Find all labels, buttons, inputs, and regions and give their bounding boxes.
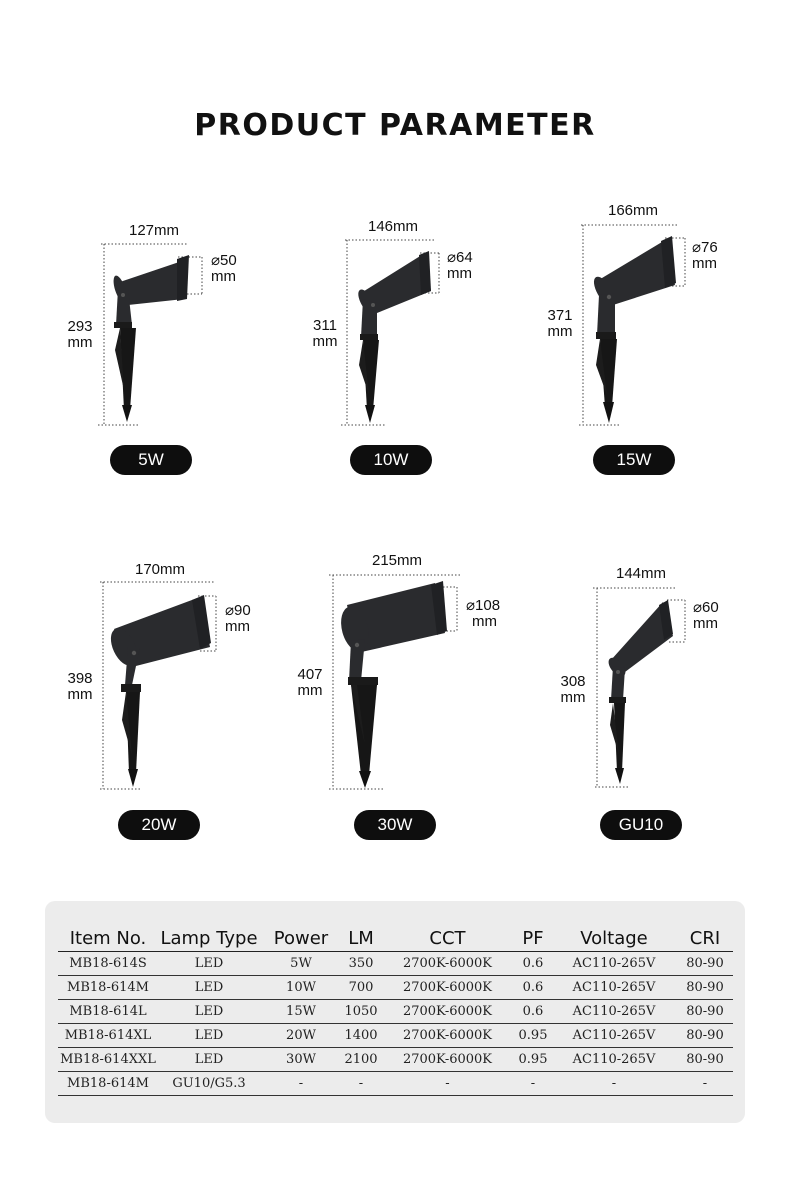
header-cri: CRI [677, 925, 733, 952]
width-label: 144mm [615, 565, 667, 582]
table-cell: LED [158, 1024, 260, 1048]
table-cell: 700 [342, 976, 380, 1000]
width-label: 215mm [371, 552, 423, 569]
table-cell: MB18-614XXL [58, 1048, 158, 1072]
table-row [58, 976, 733, 1000]
diameter-label: ⌀64 [447, 249, 473, 266]
table-cell: 2700K-6000K [380, 1048, 515, 1072]
table-cell: - [342, 1072, 380, 1096]
table-cell: AC110-265V [551, 1000, 677, 1024]
spec-table-panel [45, 901, 745, 1123]
width-label: 127mm [128, 222, 180, 239]
table-cell: 80-90 [677, 976, 733, 1000]
page-title: PRODUCT PARAMETER [194, 108, 596, 143]
table-cell: 10W [260, 976, 342, 1000]
table-cell: AC110-265V [551, 976, 677, 1000]
header-voltage: Voltage [551, 925, 677, 952]
table-cell: 80-90 [677, 1000, 733, 1024]
diameter-unit-label: mm [211, 268, 236, 285]
diameter-unit-label: mm [225, 618, 250, 635]
diameter-unit-label: mm [472, 613, 497, 630]
diameter-label: ⌀50 [211, 252, 237, 269]
table-cell: AC110-265V [551, 952, 677, 976]
table-cell: 5W [260, 952, 342, 976]
height-unit-label: mm [560, 689, 586, 706]
table-row [58, 952, 733, 976]
table-cell: 15W [260, 1000, 342, 1024]
diameter-label: ⌀90 [225, 602, 251, 619]
height-unit-label: mm [67, 334, 93, 351]
table-cell: MB18-614M [58, 1072, 158, 1096]
width-label: 166mm [607, 202, 659, 219]
height-label: 371 [547, 307, 573, 324]
table-cell: LED [158, 976, 260, 1000]
diameter-unit-label: mm [447, 265, 472, 282]
product-card [285, 545, 525, 845]
width-label: 170mm [134, 561, 186, 578]
header-pf: PF [515, 925, 551, 952]
table-cell: 1050 [342, 1000, 380, 1024]
diameter-label: ⌀60 [693, 599, 719, 616]
table-cell: GU10/G5.3 [158, 1072, 260, 1096]
header-cct: CCT [380, 925, 515, 952]
table-cell: MB18-614XL [58, 1024, 158, 1048]
table-cell: 80-90 [677, 1024, 733, 1048]
width-label: 146mm [367, 218, 419, 235]
table-cell: LED [158, 1048, 260, 1072]
table-row [58, 1072, 733, 1096]
table-cell: AC110-265V [551, 1024, 677, 1048]
table-cell: MB18-614M [58, 976, 158, 1000]
table-cell: 20W [260, 1024, 342, 1048]
table-cell: - [677, 1072, 733, 1096]
product-card [40, 215, 280, 515]
power-badge: GU10 [600, 810, 682, 840]
power-badge: 15W [593, 445, 675, 475]
product-card [40, 555, 280, 855]
diameter-label: ⌀108 [466, 597, 501, 614]
power-badge: 30W [354, 810, 436, 840]
table-cell: 0.6 [515, 952, 551, 976]
header-lm: LM [342, 925, 380, 952]
table-cell: MB18-614L [58, 1000, 158, 1024]
table-cell: 2700K-6000K [380, 952, 515, 976]
table-cell: LED [158, 1000, 260, 1024]
spec-table [58, 925, 733, 1096]
table-row [58, 1024, 733, 1048]
table-cell: 0.95 [515, 1024, 551, 1048]
header-item-no: Item No. [58, 925, 158, 952]
power-badge: 20W [118, 810, 200, 840]
header-power: Power [260, 925, 342, 952]
table-row [58, 1048, 733, 1072]
table-header-row [58, 925, 733, 952]
height-unit-label: mm [297, 682, 323, 699]
diameter-label: ⌀76 [692, 239, 718, 256]
diameter-unit-label: mm [692, 255, 717, 272]
height-label: 308 [560, 673, 586, 690]
height-unit-label: mm [312, 333, 338, 350]
table-cell: - [380, 1072, 515, 1096]
table-cell: 350 [342, 952, 380, 976]
table-cell: - [260, 1072, 342, 1096]
header-lamp-type: Lamp Type [158, 925, 260, 952]
table-cell: 2700K-6000K [380, 1024, 515, 1048]
product-card [285, 205, 525, 505]
height-label: 293 [67, 318, 93, 335]
table-cell: LED [158, 952, 260, 976]
table-cell: AC110-265V [551, 1048, 677, 1072]
table-cell: - [515, 1072, 551, 1096]
power-badge: 10W [350, 445, 432, 475]
table-cell: 2700K-6000K [380, 976, 515, 1000]
height-label: 311 [313, 317, 337, 334]
table-cell: 80-90 [677, 952, 733, 976]
table-cell: MB18-614S [58, 952, 158, 976]
table-cell: 30W [260, 1048, 342, 1072]
height-unit-label: mm [547, 323, 573, 340]
table-cell: 2700K-6000K [380, 1000, 515, 1024]
height-label: 407 [297, 666, 323, 683]
table-row [58, 1000, 733, 1024]
diameter-unit-label: mm [693, 615, 718, 632]
table-cell: 2100 [342, 1048, 380, 1072]
table-cell: - [551, 1072, 677, 1096]
product-card [525, 560, 765, 860]
table-cell: 0.6 [515, 976, 551, 1000]
table-cell: 0.6 [515, 1000, 551, 1024]
power-badge: 5W [110, 445, 192, 475]
table-cell: 1400 [342, 1024, 380, 1048]
product-card [525, 195, 765, 495]
table-cell: 80-90 [677, 1048, 733, 1072]
table-cell: 0.95 [515, 1048, 551, 1072]
height-label: 398 [67, 670, 93, 687]
height-unit-label: mm [67, 686, 93, 703]
